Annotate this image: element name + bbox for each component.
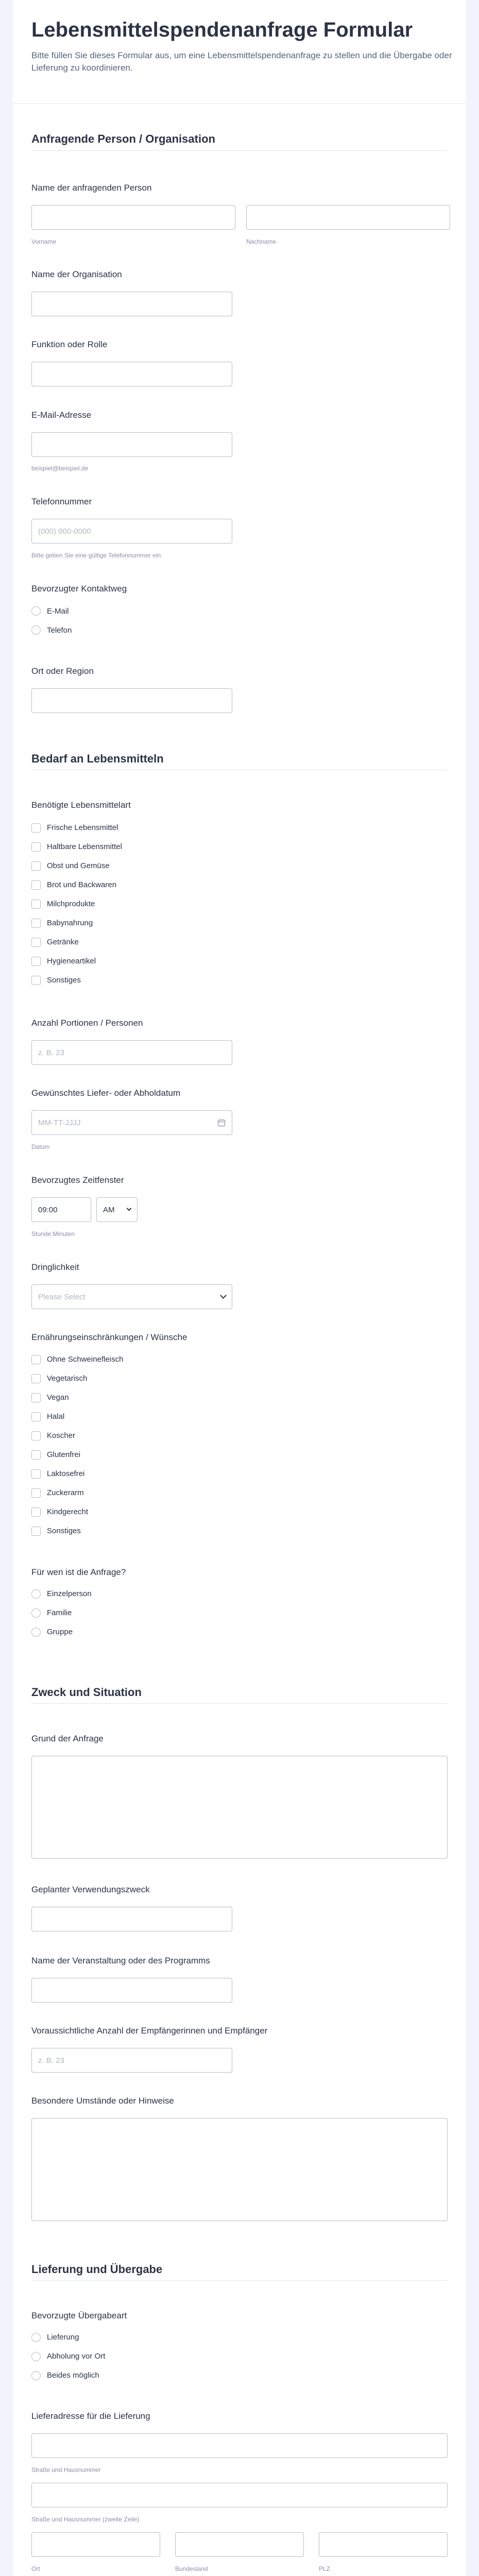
diet-option[interactable] <box>31 1464 123 1483</box>
option-label: Getränke <box>47 938 79 946</box>
checkbox[interactable] <box>31 1527 41 1536</box>
last-name-input[interactable] <box>246 205 450 230</box>
checkbox[interactable] <box>31 1507 41 1517</box>
first-name-sublabel: Vorname <box>31 238 57 245</box>
food-type-option[interactable] <box>31 913 122 933</box>
option-label: Obst und Gemüse <box>47 861 110 870</box>
last-name-sublabel: Nachname <box>246 238 277 245</box>
for-option[interactable] <box>31 1622 92 1641</box>
checkbox[interactable] <box>31 1469 41 1479</box>
handover-label: Bevorzugte Übergabeart <box>31 2311 127 2320</box>
street-sublabel: Straße und Hausnummer <box>31 2466 101 2473</box>
option-label: Koscher <box>47 1431 76 1440</box>
special-textarea[interactable] <box>31 2118 448 2221</box>
handover-option[interactable] <box>31 2328 105 2347</box>
diet-option[interactable] <box>31 1369 123 1388</box>
reason-textarea[interactable] <box>31 1756 448 1859</box>
diet-option[interactable] <box>31 1388 123 1407</box>
zip-sublabel: PLZ <box>319 2565 331 2572</box>
form-subtitle: Bitte füllen Sie dieses Formular aus, um eine Lebensmittelspendenanfrage zu stellen und die Übergabe oder Lieferung zu koordinieren. <box>31 50 452 73</box>
event-input[interactable] <box>31 1978 232 2003</box>
ampm-select[interactable] <box>96 1197 138 1222</box>
section-divider <box>31 2280 448 2281</box>
radio-circle[interactable] <box>31 1589 41 1599</box>
diet-label: Ernährungseinschränkungen / Wünsche <box>31 1332 187 1342</box>
food-types-list <box>31 818 122 990</box>
diet-option[interactable] <box>31 1426 123 1445</box>
org-input[interactable] <box>31 292 232 316</box>
section-title-food-needs: Bedarf an Lebensmitteln <box>31 752 164 765</box>
food-type-option[interactable] <box>31 856 122 875</box>
city-input[interactable] <box>31 2532 160 2557</box>
food-type-option[interactable] <box>31 933 122 952</box>
for-list <box>31 1584 92 1641</box>
checkbox[interactable] <box>31 1488 41 1498</box>
street2-input[interactable] <box>31 2483 448 2507</box>
diet-option[interactable] <box>31 1483 123 1502</box>
date-label: Gewünschtes Liefer- oder Abholdatum <box>31 1088 181 1098</box>
name-label: Name der anfragenden Person <box>31 183 152 193</box>
special-label: Besondere Umstände oder Hinweise <box>31 2096 174 2106</box>
reason-label: Grund der Anfrage <box>31 1734 104 1743</box>
state-input[interactable] <box>175 2532 304 2557</box>
event-label: Name der Veranstaltung oder des Programms <box>31 1956 210 1965</box>
diet-option[interactable] <box>31 1350 123 1369</box>
chevron-down-icon <box>220 1292 227 1299</box>
option-label: Milchprodukte <box>47 900 95 908</box>
option-label: Kindgerecht <box>47 1507 89 1516</box>
radio-circle[interactable] <box>31 2333 41 2342</box>
form-title: Lebensmittelspendenanfrage Formular <box>31 19 413 41</box>
checkbox[interactable] <box>31 919 41 928</box>
phone-input[interactable]: (000) 000-0000 <box>31 519 232 544</box>
place-label: Ort oder Region <box>31 666 94 676</box>
email-label: E-Mail-Adresse <box>31 410 92 420</box>
street2-sublabel: Straße und Hausnummer (zweite Zeile) <box>31 2516 140 2523</box>
handover-option[interactable] <box>31 2366 105 2385</box>
handover-option[interactable] <box>31 2347 105 2366</box>
for-label: Für wen ist die Anfrage? <box>31 1567 126 1577</box>
radio-circle[interactable] <box>31 1628 41 1637</box>
zip-input[interactable] <box>319 2532 448 2557</box>
role-input[interactable] <box>31 362 232 386</box>
food-types-label: Benötigte Lebensmittelart <box>31 800 131 810</box>
checkbox[interactable] <box>31 823 41 833</box>
checkbox[interactable] <box>31 976 41 985</box>
org-label: Name der Organisation <box>31 269 122 279</box>
radio-circle[interactable] <box>31 625 41 635</box>
option-label: Brot und Backwaren <box>47 880 117 889</box>
urgency-placeholder: Please Select <box>38 1292 85 1301</box>
option-label: Vegetarisch <box>47 1374 88 1383</box>
checkbox[interactable] <box>31 900 41 909</box>
purpose-input[interactable] <box>31 1907 232 1931</box>
option-label: Telefon <box>47 625 72 635</box>
option-label: Zuckerarm <box>47 1488 84 1497</box>
state-sublabel: Bundesland <box>175 2565 208 2572</box>
option-label: Familie <box>47 1608 72 1617</box>
time-input[interactable]: 09:00 <box>31 1197 91 1222</box>
section-title-delivery: Lieferung und Übergabe <box>31 2263 163 2276</box>
email-input[interactable] <box>31 432 232 457</box>
role-label: Funktion oder Rolle <box>31 340 108 349</box>
option-label: Glutenfrei <box>47 1450 81 1459</box>
checkbox[interactable] <box>31 880 41 890</box>
email-sublabel: beispiel@beispiel.de <box>31 465 89 472</box>
checkbox[interactable] <box>31 1431 41 1440</box>
contact-option-email[interactable] <box>31 606 69 616</box>
radio-circle[interactable] <box>31 606 41 616</box>
handover-list <box>31 2328 105 2385</box>
date-placeholder: MM-TT-JJJJ <box>38 1118 81 1127</box>
option-label: Sonstiges <box>47 976 81 985</box>
portions-input[interactable]: z. B. 23 <box>31 1040 232 1065</box>
option-label: Lieferung <box>47 2333 79 2342</box>
first-name-input[interactable] <box>31 205 235 230</box>
checkbox[interactable] <box>31 1393 41 1402</box>
option-label: Abholung vor Ort <box>47 2352 106 2361</box>
option-label: Beides möglich <box>47 2371 99 2380</box>
option-label: Hygieneartikel <box>47 957 96 965</box>
diet-option[interactable] <box>31 1502 123 1521</box>
checkbox[interactable] <box>31 957 41 966</box>
place-input[interactable] <box>31 688 232 713</box>
option-label: Babynahrung <box>47 919 93 927</box>
chevron-down-icon <box>127 1206 132 1211</box>
city-sublabel: Ort <box>31 2565 40 2572</box>
time-sublabel: Stunde:Minuten <box>31 1230 75 1238</box>
diet-option[interactable] <box>31 1407 123 1426</box>
header-divider <box>13 103 466 104</box>
recipients-label: Voraussichtliche Anzahl der Empfängerinnen und Empfänger <box>31 2026 268 2036</box>
urgency-select[interactable] <box>31 1284 232 1309</box>
street-input[interactable] <box>31 2433 448 2458</box>
checkbox[interactable] <box>31 1412 41 1421</box>
recipients-input[interactable]: z. B. 23 <box>31 2048 232 2073</box>
phone-label: Telefonnummer <box>31 497 92 506</box>
checkbox[interactable] <box>31 1450 41 1460</box>
food-type-option[interactable] <box>31 952 122 971</box>
form-card <box>13 0 466 2576</box>
option-label: Frische Lebensmittel <box>47 823 118 832</box>
urgency-label: Dringlichkeit <box>31 1262 79 1272</box>
section-title-requester: Anfragende Person / Organisation <box>31 132 215 145</box>
radio-circle[interactable] <box>31 1608 41 1618</box>
purpose-label: Geplanter Verwendungszweck <box>31 1885 150 1894</box>
section-divider <box>31 1703 448 1704</box>
portions-label: Anzahl Portionen / Personen <box>31 1018 143 1028</box>
diet-option[interactable] <box>31 1445 123 1464</box>
for-option[interactable] <box>31 1584 92 1603</box>
food-type-option[interactable] <box>31 837 122 856</box>
option-label: Vegan <box>47 1393 69 1402</box>
food-type-option[interactable] <box>31 875 122 894</box>
contact-option-phone[interactable] <box>31 625 72 635</box>
time-label: Bevorzugtes Zeitfenster <box>31 1175 124 1185</box>
option-label: Haltbare Lebensmittel <box>47 842 122 851</box>
date-sublabel: Datum <box>31 1143 50 1150</box>
calendar-icon[interactable] <box>217 1118 226 1127</box>
contact-label: Bevorzugter Kontaktweg <box>31 584 127 594</box>
radio-circle[interactable] <box>31 2371 41 2380</box>
section-title-purpose: Zweck und Situation <box>31 1686 142 1699</box>
option-label: E-Mail <box>47 606 69 616</box>
ampm-value: AM <box>103 1205 115 1214</box>
option-label: Laktosefrei <box>47 1469 85 1478</box>
option-label: Gruppe <box>47 1628 73 1636</box>
diet-option[interactable] <box>31 1521 123 1540</box>
food-type-option[interactable] <box>31 971 122 990</box>
checkbox[interactable] <box>31 861 41 871</box>
checkbox[interactable] <box>31 1374 41 1383</box>
checkbox[interactable] <box>31 938 41 947</box>
food-type-option[interactable] <box>31 818 122 837</box>
option-label: Halal <box>47 1412 65 1421</box>
food-type-option[interactable] <box>31 894 122 913</box>
section-divider <box>31 150 448 151</box>
checkbox[interactable] <box>31 1355 41 1364</box>
option-label: Sonstiges <box>47 1527 81 1535</box>
radio-circle[interactable] <box>31 2352 41 2361</box>
diet-list <box>31 1350 123 1540</box>
option-label: Einzelperson <box>47 1589 92 1598</box>
checkbox[interactable] <box>31 842 41 852</box>
date-input[interactable] <box>31 1110 232 1135</box>
for-option[interactable] <box>31 1603 92 1622</box>
address-label: Lieferadresse für die Lieferung <box>31 2411 150 2421</box>
phone-sublabel: Bitte geben Sie eine gültige Telefonnummer ein. <box>31 552 163 559</box>
option-label: Ohne Schweinefleisch <box>47 1355 124 1364</box>
